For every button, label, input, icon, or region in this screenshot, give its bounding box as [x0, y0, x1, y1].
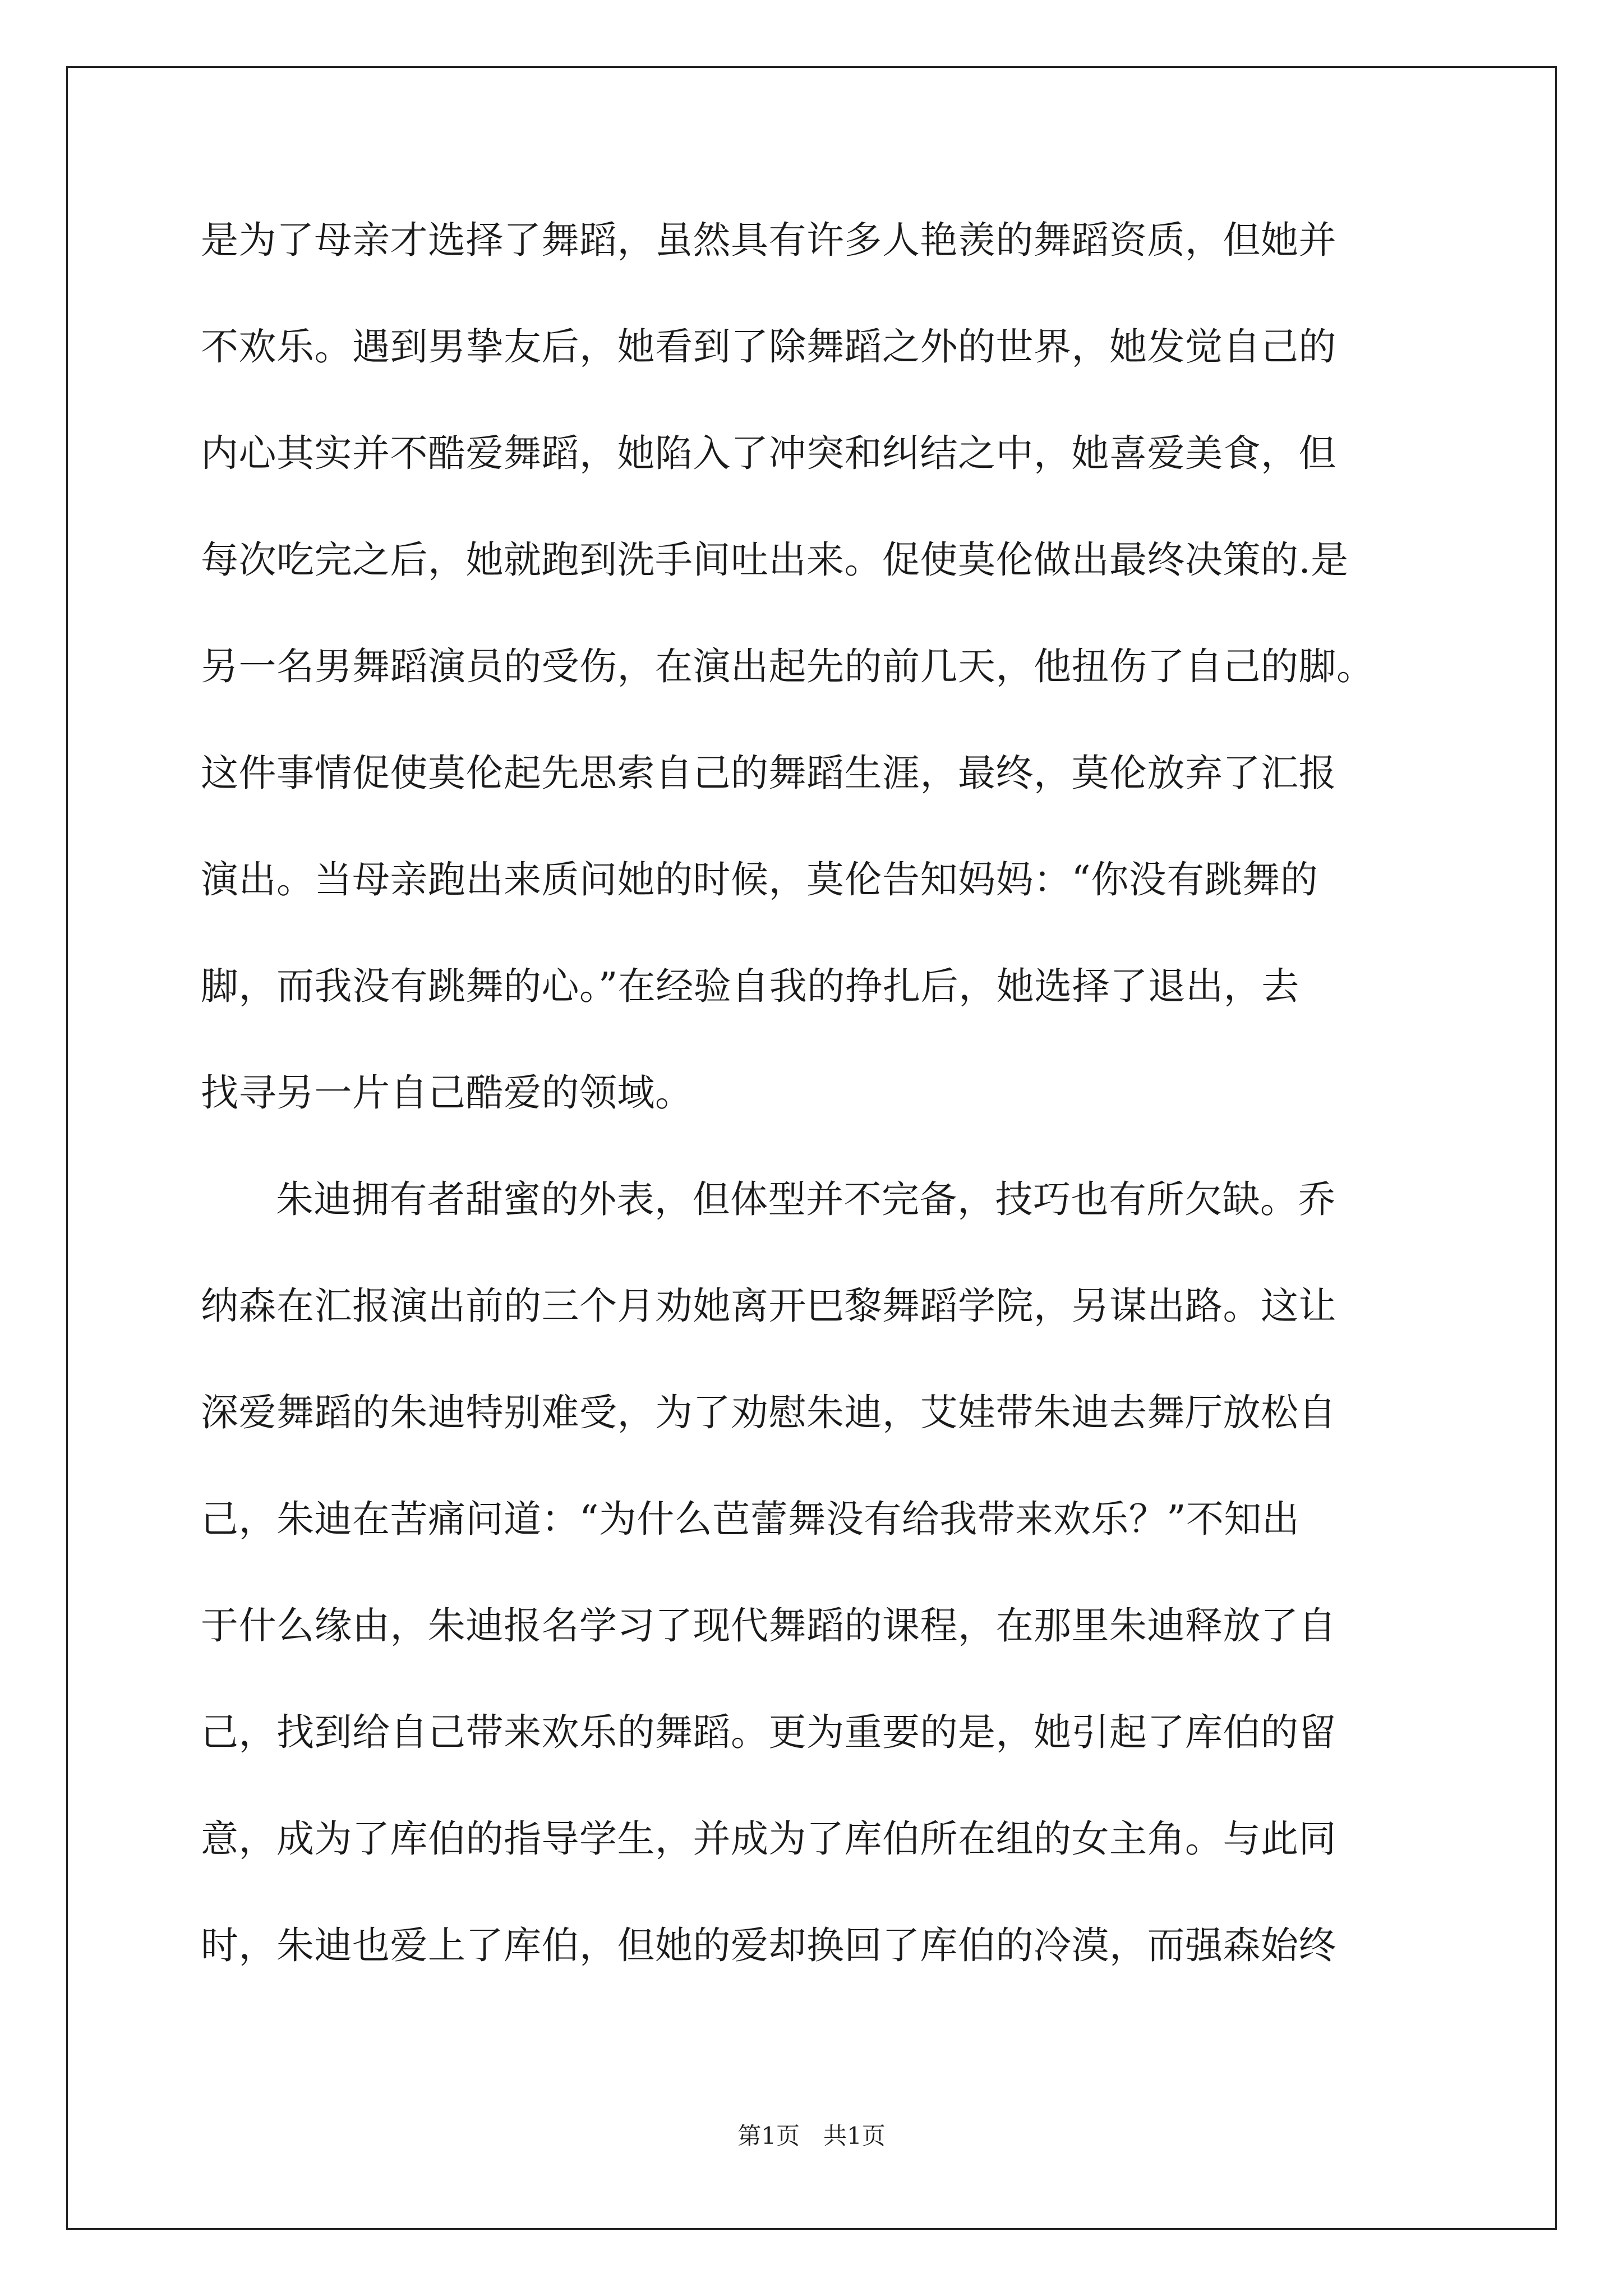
text-line: 不欢乐。遇到男挚友后，她看到了除舞蹈之外的世界，她发觉自己的: [201, 325, 1336, 369]
text-line: 己，朱迪在苦痛问道：“为什么芭蕾舞没有给我带来欢乐？”不知出: [201, 1497, 1300, 1541]
text-line: 找寻另一片自己酷爱的领域。: [201, 1071, 693, 1115]
text-line: 时，朱迪也爱上了库伯，但她的爱却换回了库伯的冷漠，而强森始终: [201, 1924, 1336, 1967]
text-line: 内心其实并不酷爱舞蹈，她陷入了冲突和纠结之中，她喜爱美食，但: [201, 431, 1336, 475]
text-line: 是为了母亲才选择了舞蹈，虽然具有许多人艳羡的舞蹈资质，但她并: [201, 218, 1336, 262]
text-line: 己，找到给自己带来欢乐的舞蹈。更为重要的是，她引起了库伯的留: [201, 1710, 1336, 1754]
text-line: 每次吃完之后，她就跑到洗手间吐出来。促使莫伦做出最终决策的.是: [201, 538, 1349, 582]
text-line: 纳森在汇报演出前的三个月劝她离开巴黎舞蹈学院，另谋出路。这让: [201, 1284, 1336, 1328]
text-line: 深爱舞蹈的朱迪特别难受，为了劝慰朱迪，艾娃带朱迪去舞厅放松自: [201, 1391, 1336, 1434]
text-line: 脚，而我没有跳舞的心。”在经验自我的挣扎后，她选择了退出，去: [201, 964, 1299, 1008]
text-line: 另一名男舞蹈演员的受伤，在演出起先的前几天，他扭伤了自己的脚。: [201, 645, 1375, 688]
paragraph-start-line: 朱迪拥有者甜蜜的外表，但体型并不完备，技巧也有所欠缺。乔: [276, 1177, 1336, 1221]
text-line: 意，成为了库伯的指导学生，并成为了库伯所在组的女主角。与此同: [201, 1817, 1336, 1861]
text-line: 这件事情促使莫伦起先思索自己的舞蹈生涯，最终，莫伦放弃了汇报: [201, 751, 1336, 795]
text-line: 演出。当母亲跑出来质问她的时候，莫伦告知妈妈：“你没有跳舞的: [201, 858, 1318, 901]
document-body: [201, 212, 1435, 2024]
page-number-footer: 第1页 共1页: [737, 2122, 886, 2150]
text-line: 于什么缘由，朱迪报名学习了现代舞蹈的课程，在那里朱迪释放了自: [201, 1604, 1336, 1648]
